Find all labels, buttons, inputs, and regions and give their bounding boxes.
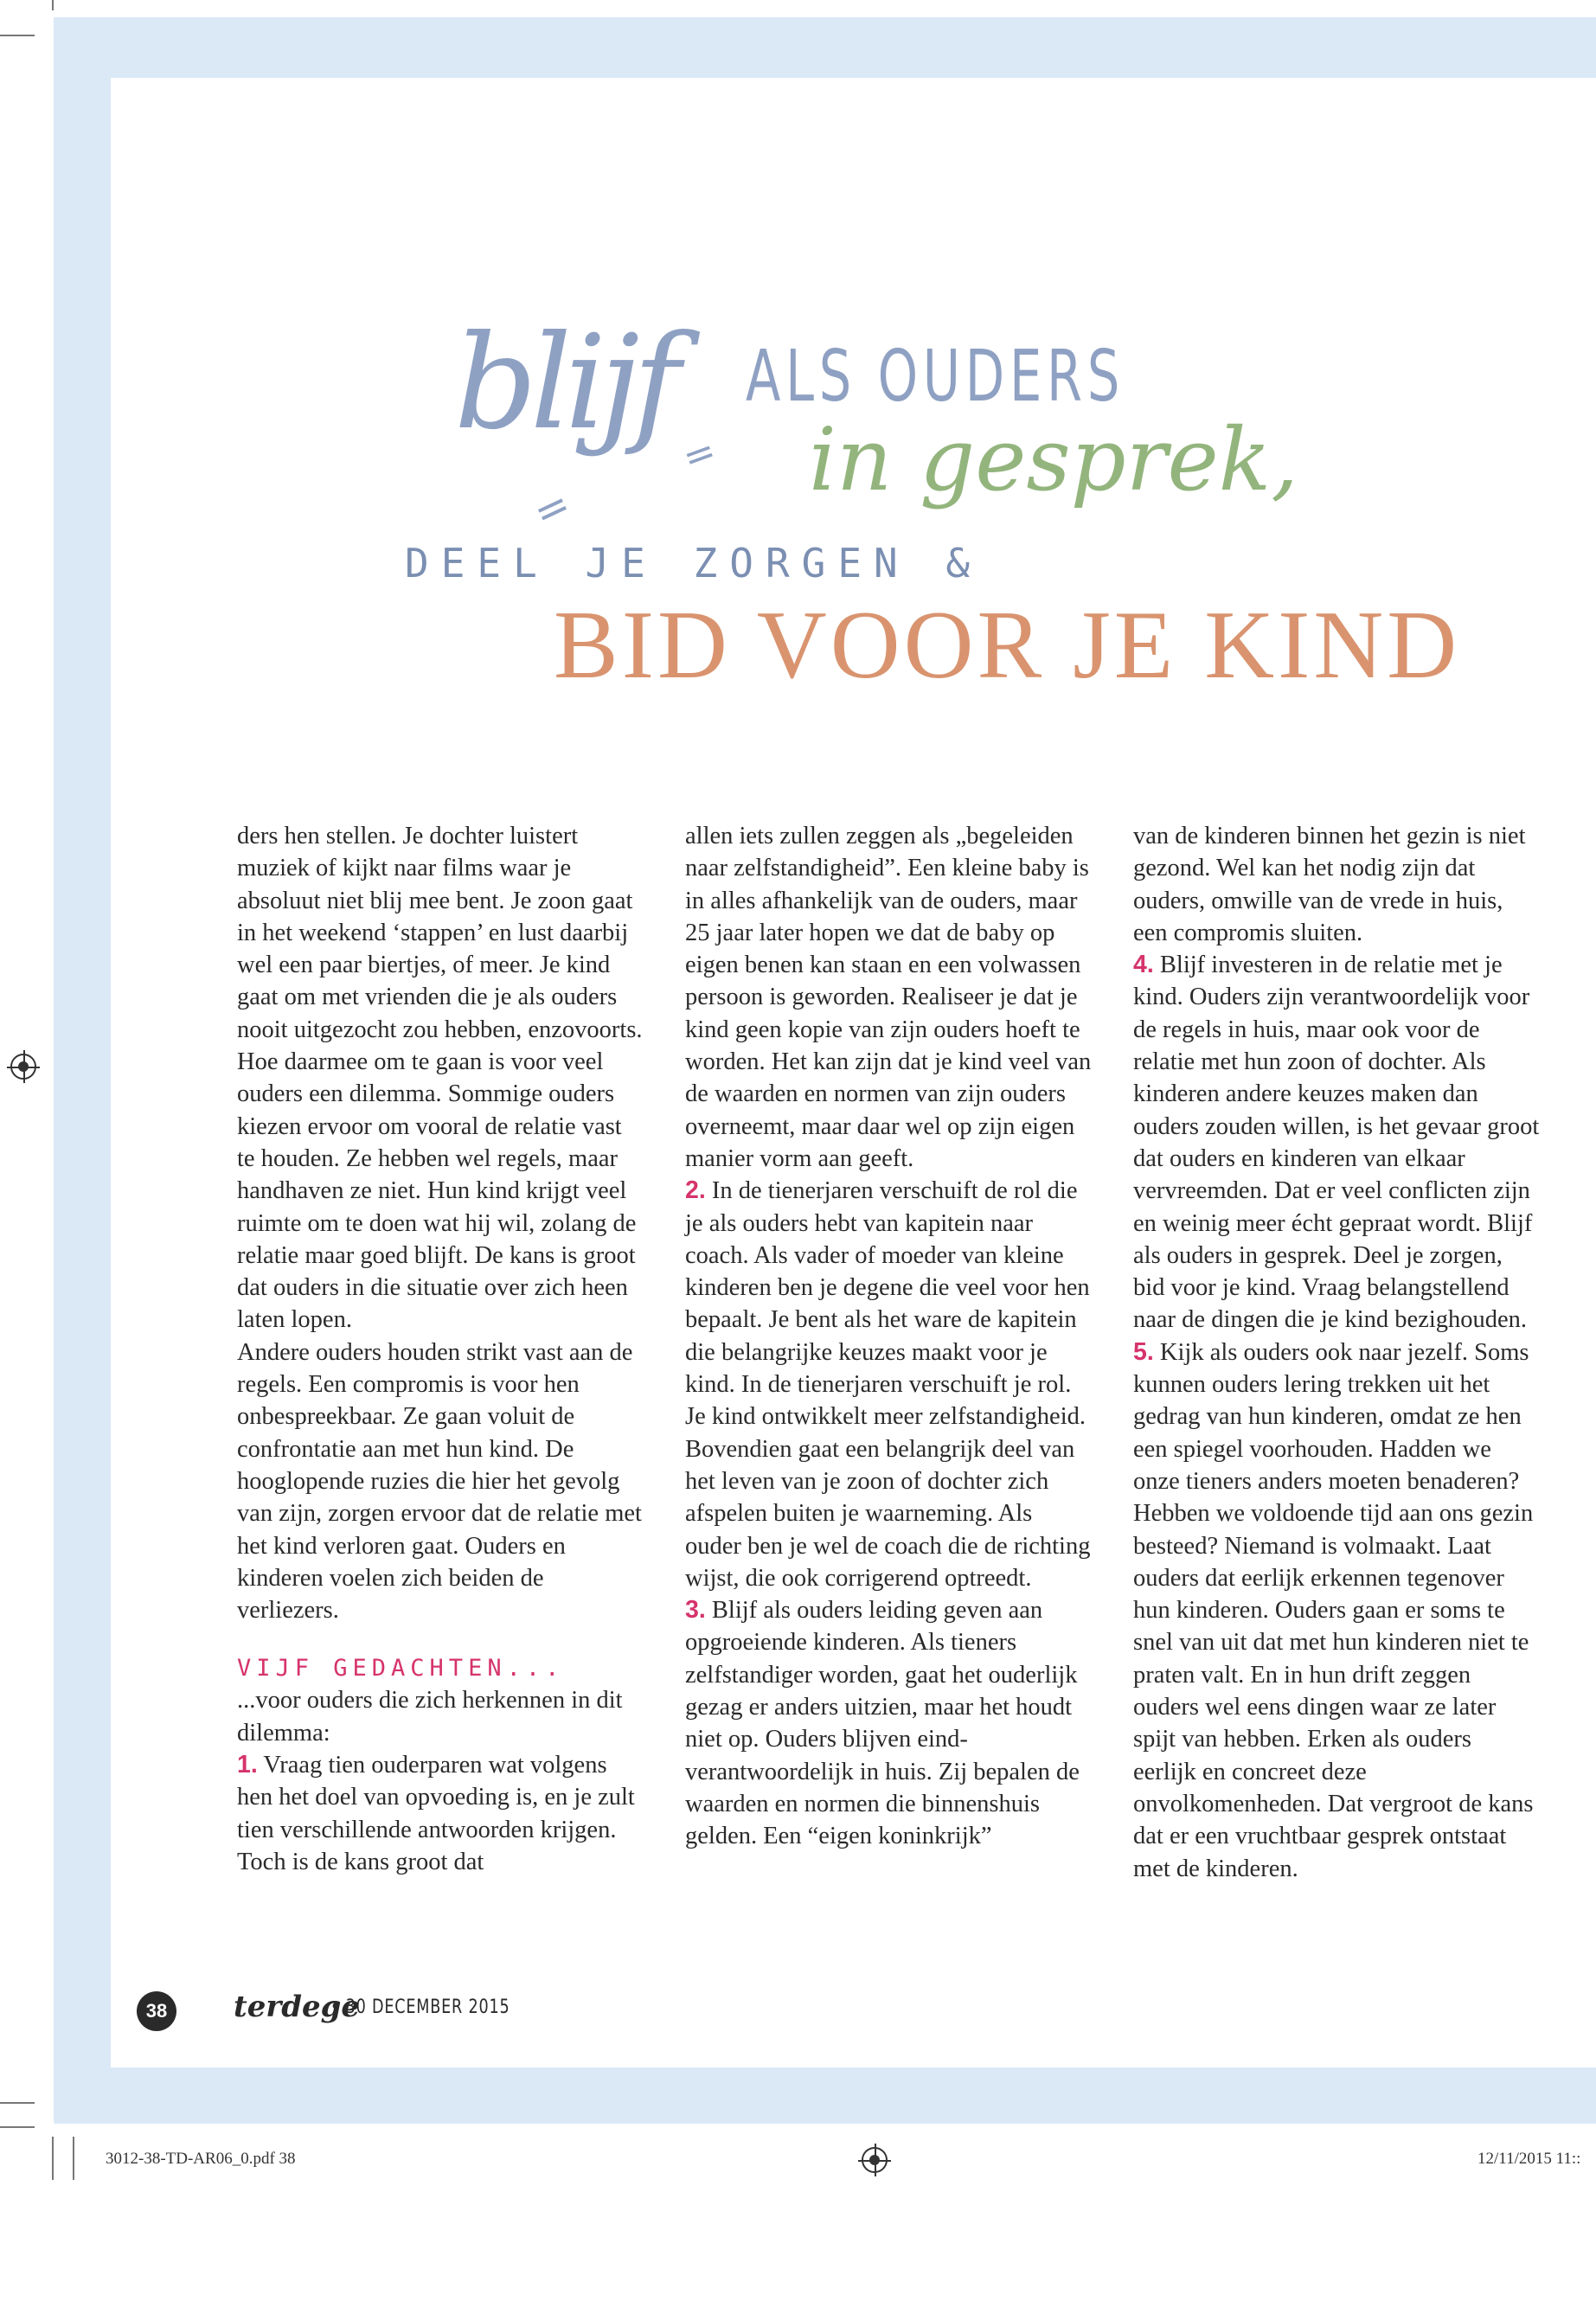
point-text: In de tienerjaren verschuift de rol die je als ouders hebt van kapitein naar coach. Als vader of moeder van kleine kinderen ben je degene die veel voor hen bepaalt. Je bent als het ware de kapitein die belangrijke keuzes maakt voor je kind. In de tienerjaren verschuift je rol. Je kind ontwikkelt meer zelfstandigheid. Bovendien gaat een belangrijk deel van het leven van je zoon of dochter zich afspelen buiten je waarneming. Als ouder ben je wel de coach die de richting wijst, die ook corrigerend optreedt.	[685, 1177, 1091, 1592]
title-bid-voor-je-kind: BID VOOR JE KIND	[554, 592, 1461, 699]
title-in-gesprek: in gesprek,	[809, 409, 1299, 510]
issue-date: • 30 DECEMBER 2015	[330, 1997, 510, 2018]
paragraph: Hoe daarmee om te gaan is voor veel ouders een dilemma. Sommige ouders kiezen ervoor om vooral de relatie vast te houden. Ze hebben wel regels, maar handhaven ze niet. Hun kind krijgt veel ruimte om te doen wat hij wil, zolang de relatie maar goed blijft. De kans is groot dat ouders in die situatie over zich heen laten lopen.	[237, 1048, 637, 1334]
paragraph: allen iets zullen zeggen als „begeleiden naar zelfstandigheid”. Een kleine baby is in alles afhankelijk van de ouders, maar 25 jaar later hopen we dat de baby op eigen benen kan staan en een volwassen persoon is geworden. Realiseer je dat je kind geen kopie van zijn ouders hoeft te worden. Het kan zijn dat je kind veel van de waarden en normen van zijn ouders overneemt, maar daar wel op zijn eigen manier vorm aan geeft.	[685, 823, 1092, 1172]
numbered-point-3	[685, 1594, 1092, 1852]
point-number: 5.	[1133, 1337, 1154, 1366]
point-text: Vraag tien ouderparen wat volgens hen het doel van opvoeding is, en je zult tien verschillende antwoorden krijgen. Toch is de kans groot dat	[237, 1752, 635, 1875]
paragraph: ...voor ouders die zich herkennen in dit dilemma:	[237, 1687, 623, 1747]
point-number: 1.	[237, 1751, 258, 1779]
article-title	[0, 0, 1596, 779]
title-als-ouders: ALS OUDERS	[746, 336, 1125, 418]
title-deel-je-zorgen: DEEL JE ZORGEN &	[405, 540, 983, 586]
point-number: 4.	[1133, 951, 1154, 979]
print-slug-file: 3012-38-TD-AR06_0.pdf 38	[106, 2150, 296, 2168]
registration-mark-icon	[10, 1054, 36, 1080]
point-number: 2.	[685, 1176, 706, 1205]
point-text: Blijf als ouders leiding geven aan opgroeiende kinderen. Als tieners zelfstandiger worden, gaat het ouderlijk gezag er anders uitzien, maar het houdt niet op. Ouders blijven eindverantwoordelijk in huis. Zij bepalen de waarden en normen die binnenshuis gelden. Een “eigen koninkrijk”	[685, 1597, 1080, 1850]
title-flourish-icon: =	[676, 428, 722, 481]
crop-mark	[0, 2102, 35, 2104]
numbered-point-1	[237, 1749, 644, 1878]
numbered-point-2	[685, 1175, 1092, 1594]
paragraph: van de kinderen binnen het gezin is niet gezond. Wel kan het nodig zijn dat ouders, omwille van de vrede in huis, een compromis sluiten.	[1133, 823, 1526, 946]
crop-mark	[0, 2126, 35, 2128]
crop-mark	[52, 2137, 54, 2180]
numbered-point-5	[1133, 1336, 1540, 1885]
page-number-badge: 38	[137, 1991, 176, 2031]
point-text: Blijf investeren in de relatie met je kind. Ouders zijn verantwoordelijk voor de regels in huis, maar ook voor de relatie met hun zoon of dochter. Als kinderen andere keuzes maken dan ouders zouden willen, is het gevaar groot dat ouders en kinderen van elkaar vervreemden. Dat er veel conflicten zijn en weinig meer écht gepraat wordt. Blijf als ouders in gesprek. Deel je zorgen, bid voor je kind. Vraag belangstellend naar de dingen die je kind bezighouden.	[1133, 952, 1540, 1334]
section-subheading: VIJF GEDACHTEN...	[237, 1655, 565, 1682]
paragraph: ders hen stellen. Je dochter luistert muziek of kijkt naar films waar je absoluut niet blij mee bent. Je zoon gaat in het weekend ‘stappen’ en lust daarbij wel een paar biertjes, of meer. Je kind gaat om met vrienden die je als ouders nooit uitgezocht zou hebben, enzovoorts.	[237, 823, 643, 1043]
print-slug-timestamp: 12/11/2015 11::	[1477, 2150, 1581, 2168]
text-column-3	[1133, 820, 1540, 1885]
registration-mark-icon	[862, 2147, 888, 2173]
numbered-point-4	[1133, 949, 1540, 1336]
point-text: Kijk als ouders ook naar jezelf. Soms kunnen ouders lering trekken uit het gedrag van hun kinderen, omdat ze hen een spiegel voorhouden. Hadden we onze tieners anders moeten benaderen? Hebben we voldoende tijd aan ons gezin besteed? Niemand is volmaakt. Laat ouders dat eerlijk erkennen tegenover hun kinderen. Ouders gaan er soms te snel van uit dat met hun kinderen niet te praten valt. En in hun drift zeggen ouders wel eens dingen waar ze later spijt van hebben. Erken als ouders eerlijk en concreet deze onvolkomenheden. Dat vergroot de kans dat er een vruchtbaar gesprek ontstaat met de kinderen.	[1133, 1338, 1534, 1882]
text-column-2	[685, 820, 1092, 1853]
point-number: 3.	[685, 1596, 706, 1625]
title-blijf: blijf	[454, 308, 674, 458]
crop-mark	[73, 2137, 74, 2180]
title-flourish-icon: =	[526, 479, 579, 538]
text-column-1	[237, 820, 644, 1878]
paragraph: Andere ouders houden strikt vast aan de regels. Een compromis is voor hen onbespreekbaar. Ze gaan voluit de confrontatie aan met hun kind. De hooglopende ruzies die hier het gevolg van zijn, zorgen ervoor dat de relatie met het kind verloren gaat. Ouders en kinderen voelen zich beiden de verliezers.	[237, 1338, 642, 1625]
magazine-logo: terdege	[234, 1990, 361, 2024]
